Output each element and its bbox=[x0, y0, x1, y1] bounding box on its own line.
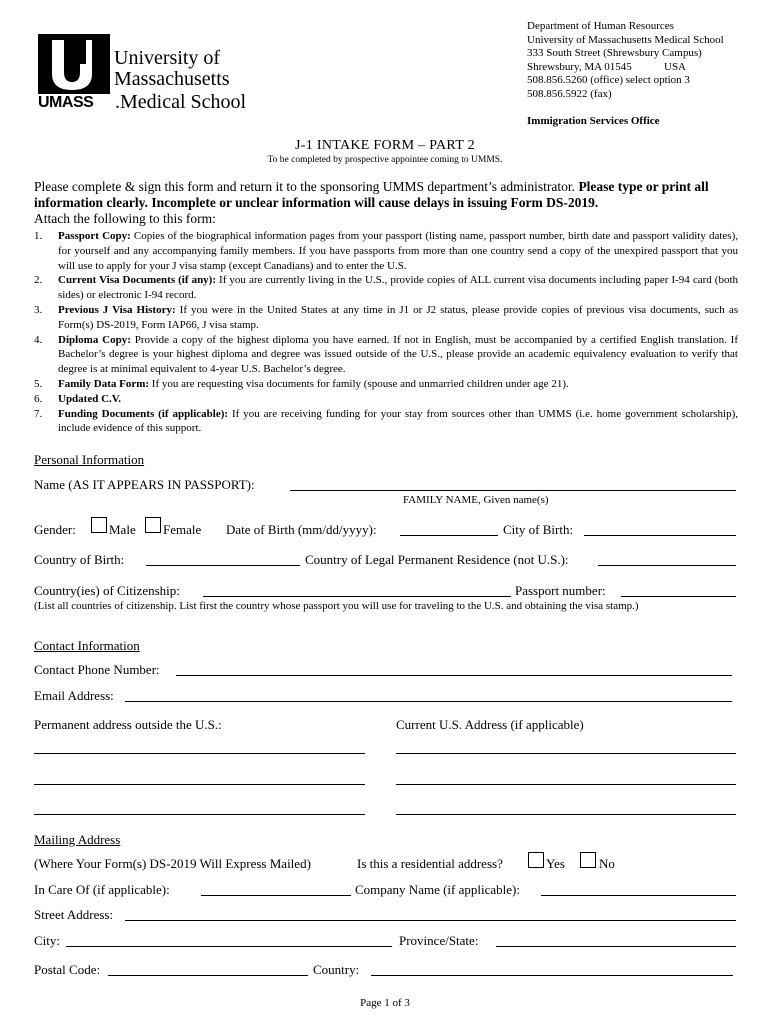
personal-info-heading: Personal Information bbox=[34, 452, 145, 467]
list-label: Passport Copy: bbox=[58, 230, 131, 242]
female-checkbox[interactable] bbox=[145, 517, 161, 533]
logo-line1: University of bbox=[114, 47, 221, 69]
list-item bbox=[34, 273, 738, 303]
residential-question: Is this a residential address? bbox=[357, 856, 503, 871]
email-label: Email Address: bbox=[34, 688, 114, 703]
list-text: If you were in the United States at any time in J1 or J2 status, please provide copies of previous visa documents, such as Form(s) DS-2019, Form IAP66, J visa stamp. bbox=[58, 303, 738, 331]
citizenship-label: Country(ies) of Citizenship: bbox=[34, 583, 180, 598]
residential-no-label: No bbox=[599, 856, 615, 871]
street-address-field[interactable] bbox=[125, 920, 736, 921]
intro-paragraph bbox=[34, 179, 738, 227]
country-of-birth-label: Country of Birth: bbox=[34, 552, 125, 567]
passport-number-field[interactable] bbox=[621, 596, 736, 597]
list-number: 6. bbox=[34, 392, 43, 405]
permanent-address-line-3[interactable] bbox=[34, 814, 365, 815]
dept-line2: University of Massachusetts Medical School bbox=[527, 33, 724, 46]
city-label: City: bbox=[34, 933, 61, 948]
female-label: Female bbox=[163, 522, 202, 537]
list-label: Family Data Form: bbox=[58, 377, 150, 390]
contact-info-heading: Contact Information bbox=[34, 638, 140, 653]
phone-label: Contact Phone Number: bbox=[34, 662, 160, 677]
citizenship-note: (List all countries of citizenship. List first the country whose passport you will use for traveling to the U.S. and obtaining the visa stamp.) bbox=[34, 600, 639, 612]
dob-label: Date of Birth (mm/dd/yyyy): bbox=[226, 522, 377, 537]
logo-umass: UMASS bbox=[38, 94, 94, 111]
current-address-line-2[interactable] bbox=[396, 784, 736, 785]
list-item bbox=[34, 303, 738, 333]
umass-logo bbox=[38, 34, 253, 114]
list-text: Copies of the biographical information pages from your passport (listing name, passport number, birth date and passport validity dates), for yourself and any accompanying family members. If you have passports from more than one country send a copy of the unexpired passport that you will use to apply for your J visa stamp (except Canadians) and to enter the U.S. bbox=[58, 230, 738, 272]
intro-attach: Attach the following to this form: bbox=[34, 211, 216, 226]
province-label: Province/State: bbox=[399, 933, 479, 948]
office-name: Immigration Services Office bbox=[527, 115, 660, 127]
company-name-label: Company Name (if applicable): bbox=[355, 882, 520, 897]
list-label: Diploma Copy: bbox=[58, 333, 131, 346]
form-subtitle: To be completed by prospective appointee coming to UMMS. bbox=[267, 155, 503, 165]
postal-code-label: Postal Code: bbox=[34, 962, 101, 977]
city-of-birth-field[interactable] bbox=[584, 535, 736, 536]
male-label: Male bbox=[109, 522, 136, 537]
citizenship-field[interactable] bbox=[203, 596, 511, 597]
country-of-birth-field[interactable] bbox=[146, 565, 300, 566]
page-number: Page 1 of 3 bbox=[360, 997, 410, 1009]
list-number: 7. bbox=[34, 407, 43, 420]
list-text: If you are receiving funding for your stay from sources other than UMMS (i.e. home government scholarship), include evidence of this support. bbox=[58, 407, 738, 435]
residence-label: Country of Legal Permanent Residence (not U.S.): bbox=[305, 552, 569, 567]
list-item bbox=[34, 333, 738, 377]
permanent-address-label: Permanent address outside the U.S.: bbox=[34, 717, 222, 732]
list-number: 3. bbox=[34, 303, 43, 316]
dept-line3: 333 South Street (Shrewsbury Campus) bbox=[527, 47, 702, 60]
permanent-address-line-2[interactable] bbox=[34, 784, 365, 785]
intro-text: Please complete & sign this form and return it to the sponsoring UMMS department’s administrator. bbox=[34, 179, 579, 194]
residential-no-checkbox[interactable] bbox=[580, 852, 596, 868]
umass-logo-mark-icon bbox=[38, 34, 110, 94]
list-item bbox=[34, 229, 738, 273]
department-address bbox=[527, 20, 724, 102]
name-label: Name (AS IT APPEARS IN PASSPORT): bbox=[34, 477, 255, 492]
company-name-field[interactable] bbox=[541, 895, 736, 896]
care-of-label: In Care Of (if applicable): bbox=[34, 882, 170, 897]
province-field[interactable] bbox=[496, 946, 736, 947]
list-label: Updated C.V. bbox=[58, 392, 122, 405]
list-number: 2. bbox=[34, 274, 43, 287]
passport-number-label: Passport number: bbox=[515, 583, 606, 598]
list-label: Funding Documents (if applicable): bbox=[58, 407, 229, 420]
list-label: Current Visa Documents (if any): bbox=[58, 274, 217, 287]
dept-line1: Department of Human Resources bbox=[527, 20, 674, 32]
permanent-address-line-1[interactable] bbox=[34, 753, 365, 754]
mailing-sub: (Where Your Form(s) DS-2019 Will Express Mailed) bbox=[34, 856, 311, 871]
city-of-birth-label: City of Birth: bbox=[503, 522, 574, 537]
dept-phone: 508.856.5260 (office) select option 3 bbox=[527, 74, 690, 87]
phone-field[interactable] bbox=[176, 675, 732, 676]
residential-yes-label: Yes bbox=[546, 856, 565, 871]
name-field[interactable] bbox=[290, 490, 736, 491]
postal-code-field[interactable] bbox=[108, 975, 308, 976]
current-address-line-1[interactable] bbox=[396, 753, 736, 754]
care-of-field[interactable] bbox=[201, 895, 351, 896]
intro-bold: Please type or print all information clearly. Incomplete or unclear information will cause delays in issuing Form DS-2019. bbox=[34, 179, 709, 210]
list-text: Provide a copy of the highest diploma you have earned. If not in English, must be accompanied by a certified English translation. If Bachelor’s degree is your highest diploma and degree was issued outside of the U.S., please provide an academic equivalency evaluation to verify that degree is at minimal equivalent to 4-year U.S. Bachelor’s degree. bbox=[58, 333, 739, 376]
mailing-address-heading: Mailing Address bbox=[34, 832, 121, 847]
street-address-label: Street Address: bbox=[34, 907, 114, 922]
list-item bbox=[34, 407, 738, 437]
form-title: J-1 INTAKE FORM – PART 2 bbox=[295, 138, 475, 153]
list-number: 1. bbox=[34, 230, 43, 242]
list-text: If you are currently living in the U.S., provide copies of ALL current visa documents including paper I-94 card (both sides) or electronic I-94 record. bbox=[58, 274, 739, 302]
current-address-line-3[interactable] bbox=[396, 814, 736, 815]
gender-label: Gender: bbox=[34, 522, 76, 537]
residence-field[interactable] bbox=[598, 565, 736, 566]
city-field[interactable] bbox=[66, 946, 392, 947]
country-field[interactable] bbox=[371, 975, 733, 976]
dept-city-line bbox=[527, 61, 724, 75]
dept-fax: 508.856.5922 (fax) bbox=[527, 87, 612, 100]
list-number: 4. bbox=[34, 333, 43, 346]
attachment-list bbox=[34, 229, 738, 436]
country-label: Country: bbox=[313, 962, 360, 977]
list-item bbox=[34, 392, 738, 407]
residential-yes-checkbox[interactable] bbox=[528, 852, 544, 868]
list-item bbox=[34, 377, 738, 392]
list-label: Previous J Visa History: bbox=[58, 303, 176, 316]
logo-medical-school: .Medical School bbox=[115, 91, 247, 113]
email-field[interactable] bbox=[125, 701, 732, 702]
name-hint: FAMILY NAME, Given name(s) bbox=[403, 494, 549, 506]
dept-country: USA bbox=[664, 60, 687, 73]
dept-city: Shrewsbury, MA 01545 bbox=[527, 60, 632, 73]
male-checkbox[interactable] bbox=[91, 517, 107, 533]
logo-line2: Massachusetts bbox=[114, 68, 230, 90]
dob-field[interactable] bbox=[400, 535, 498, 536]
list-text: If you are requesting visa documents for family (spouse and unmarried children under age 21). bbox=[149, 377, 569, 390]
list-number: 5. bbox=[34, 377, 43, 390]
current-address-label: Current U.S. Address (if applicable) bbox=[396, 717, 584, 732]
